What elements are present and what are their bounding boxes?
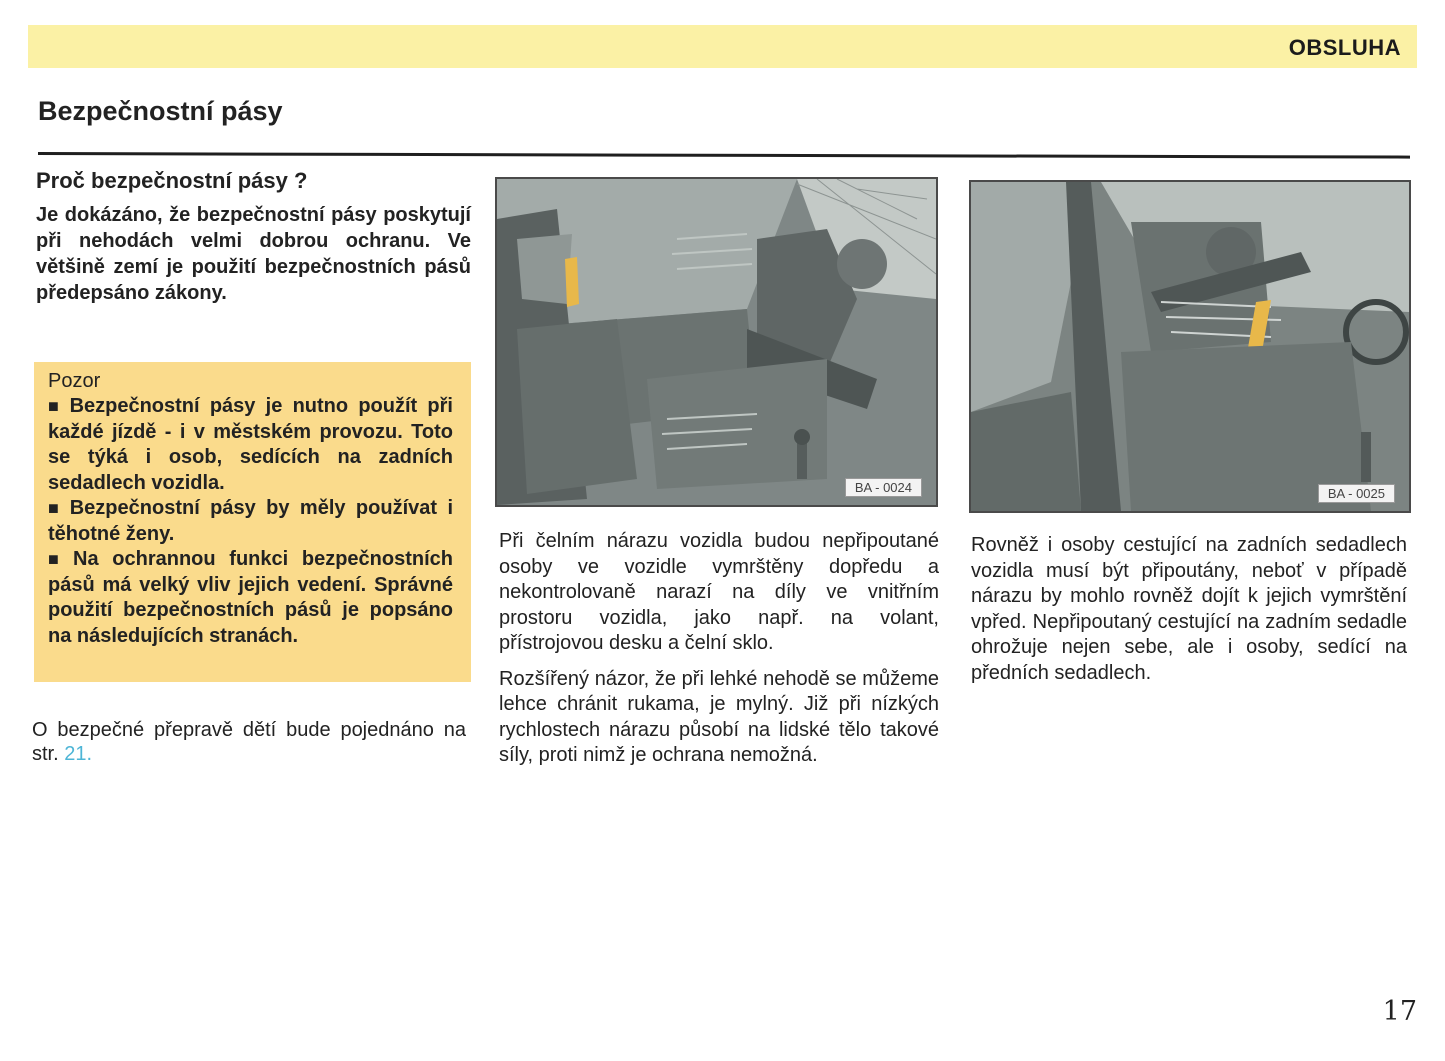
body-paragraph: Rovněž i osoby cestující na zadních sedadlech vozidla musí být připoutány, neboť v případě nárazu by mohlo rovněž dojít k jejich vymrštění vpřed. Nepřipoutaný cestující na zadním sedadle ohrožuje nejen sebe, ale i osoby, sedící na předních sedadlech. — [971, 534, 1407, 684]
page-number: 17 — [1382, 996, 1417, 1027]
warning-item: ■ Na ochrannou funkci bezpečnostních pásů má velký vliv jejich vedení. Správné použití bezpečnostních pásů je popsáno na následujících stranách. — [48, 548, 453, 647]
square-bullet-icon: ■ — [48, 498, 64, 518]
page-reference-link[interactable]: 21. — [64, 743, 93, 765]
child-transport-note: O bezpečné přepravě dětí bude pojednáno na str. 21. — [32, 719, 466, 765]
header-band — [28, 25, 1417, 68]
title-divider — [38, 152, 1410, 159]
body-paragraph: Rozšířený názor, že při lehké nehodě se můžeme lehce chránit rukama, je mylný. Již při nízkých rychlostech nárazu působí na lidské tělo takové síly, proti nimž je ochrana nemožná. — [499, 667, 939, 766]
warning-title: Pozor — [48, 370, 101, 392]
figure-rear-passenger — [969, 180, 1411, 513]
figure-unbelted-driver — [495, 177, 938, 507]
unbelted-driver-illustration — [497, 179, 936, 505]
section-label: OBSLUHA — [1288, 35, 1401, 60]
page-title: Bezpečnostní pásy — [38, 96, 283, 126]
warning-item: ■ Bezpečnostní pásy by měly používat i těhotné ženy. — [48, 497, 454, 545]
subheading: Proč bezpečnostní pásy ? — [36, 168, 308, 193]
intro-paragraph: Je dokázáno, že bezpečnostní pásy poskytují při nehodách velmi dobrou ochranu. Ve většině zemí je použití bezpečnostních pásů předepsáno zákony. — [36, 204, 471, 304]
middle-column — [499, 529, 939, 779]
body-paragraph: Při čelním nárazu vozidla budou nepřipoutané osoby ve vozidle vymrštěny dopředu a nekontrolovaně narazí na díly ve vnitřním prostoru vozidla, jako např. na volant, přístrojovou desku a čelní sklo. — [499, 530, 939, 654]
square-bullet-icon: ■ — [48, 549, 68, 569]
square-bullet-icon: ■ — [48, 396, 64, 416]
left-column — [34, 168, 471, 306]
warning-box — [34, 362, 471, 682]
rear-passenger-illustration — [971, 182, 1409, 511]
warning-item: ■ Bezpečnostní pásy je nutno použít při každé jízdě - i v městském provozu. Toto se týká i osob, sedících na zadních sedadlech vozidla. — [48, 395, 453, 494]
right-column — [971, 533, 1407, 696]
figure-code: BA - 0025 — [1318, 484, 1395, 503]
figure-code: BA - 0024 — [845, 478, 922, 497]
